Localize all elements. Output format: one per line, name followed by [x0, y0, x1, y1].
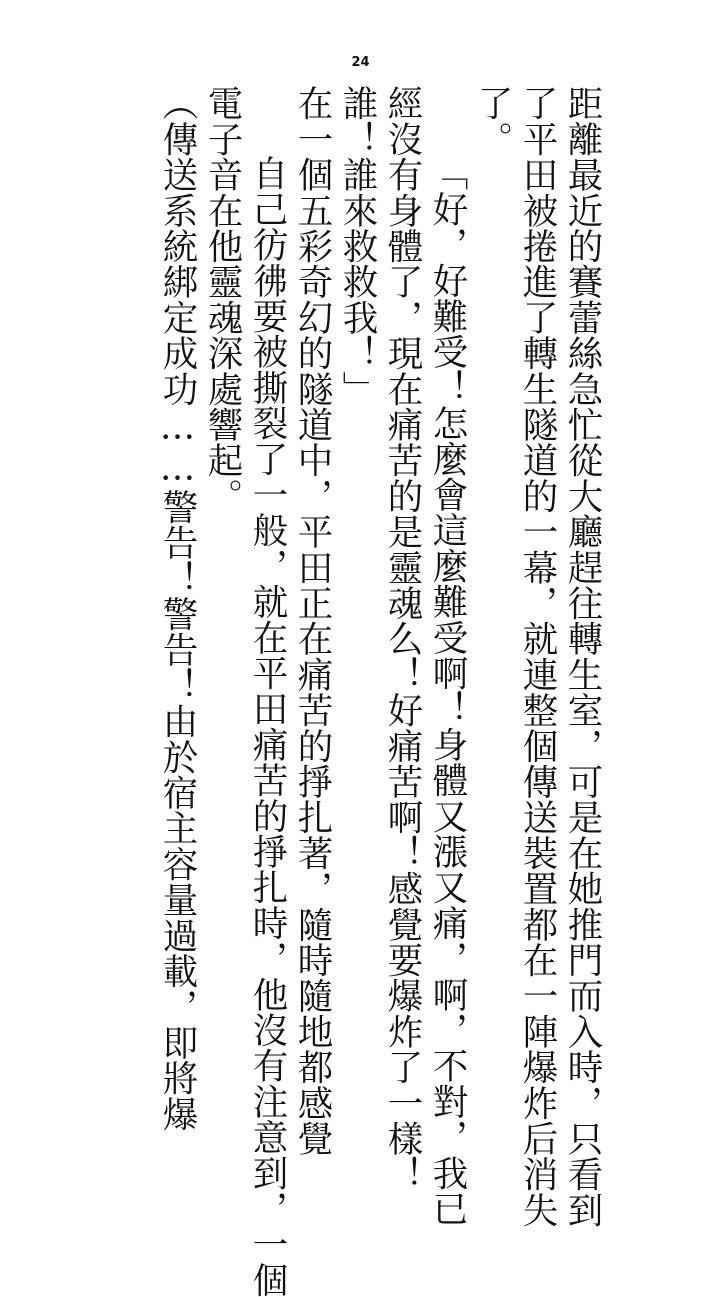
text-column-4: 「好，好難受！怎麼會這麼難受啊！身體又漲又痛，啊，不對，我已	[427, 155, 468, 1226]
text-column-10: （傳送系統綁定成功……警告！警告！由於宿主容量過載，即將爆	[157, 85, 198, 1132]
text-column-5: 經沒有身體了，現在痛苦的是靈魂么！好痛苦啊！感覺要爆炸了一樣！	[382, 85, 423, 1192]
text-column-3: 了。	[472, 85, 513, 157]
text-column-9: 電子音在他靈魂深處響起。	[202, 85, 243, 514]
text-column-8: 自己彷彿要被撕裂了一般，就在平田痛苦的掙扎時，他沒有注意到，一個	[247, 155, 288, 1297]
page-number: 24	[351, 55, 370, 70]
text-column-6: 誰！誰來救救我！」	[337, 85, 378, 407]
text-column-7: 在一個五彩奇幻的隧道中，平田正在痛苦的掙扎著，隨時隨地都感覺	[292, 85, 333, 1156]
text-column-1: 距離最近的賽蕾絲急忙從大廳趕往轉生室，可是在她推門而入時，只看到	[562, 85, 603, 1228]
text-column-2: 了平田被捲進了轉生隧道的一幕，就連整個傳送裝置都在一陣爆炸后消失	[517, 85, 558, 1228]
